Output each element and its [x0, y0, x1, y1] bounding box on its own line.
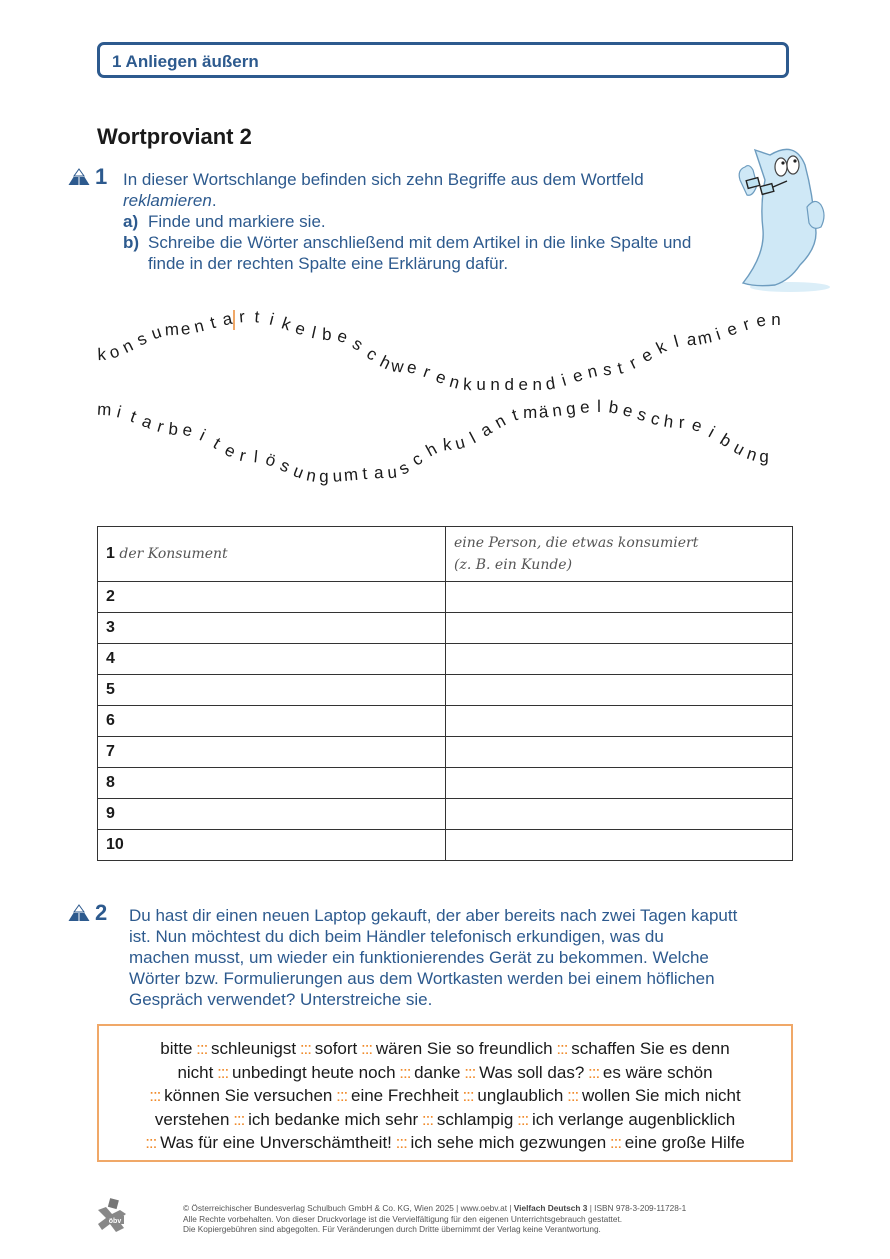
svg-text:b: b — [167, 419, 180, 440]
row-number: 3 — [106, 619, 115, 636]
obv-logo-icon — [96, 1198, 130, 1234]
svg-text:s: s — [395, 457, 413, 479]
word-box-item[interactable]: ich verlange augenblicklich — [532, 1109, 736, 1129]
word-answer: der Konsument — [119, 546, 228, 562]
separator: ::: — [460, 1062, 480, 1082]
svg-text:r: r — [155, 416, 166, 437]
svg-text:e: e — [433, 366, 449, 389]
word-box — [97, 1024, 793, 1162]
word-box-item[interactable]: bitte — [160, 1039, 193, 1058]
svg-text:d: d — [504, 375, 514, 394]
svg-text:m: m — [96, 399, 112, 420]
separator: ::: — [357, 1039, 376, 1058]
word-box-item[interactable]: eine große Hilfe — [624, 1133, 745, 1152]
word-box-item[interactable]: Was für eine Unverschämtheit! — [160, 1133, 392, 1152]
word-box-item[interactable]: Was soll das? — [479, 1062, 585, 1082]
word-snake — [0, 0, 890, 520]
svg-text:ä: ä — [538, 402, 550, 422]
svg-text:r: r — [238, 307, 246, 327]
word-box-item[interactable]: wollen Sie mich nicht — [582, 1086, 741, 1105]
explanation-cell[interactable] — [446, 768, 793, 799]
separator: ::: — [149, 1086, 165, 1105]
row-number: 7 — [106, 743, 115, 760]
svg-text:o: o — [106, 341, 122, 363]
svg-text:u: u — [476, 375, 486, 394]
word-box-line — [99, 1084, 791, 1108]
svg-text:t: t — [253, 307, 261, 327]
separator: ::: — [418, 1109, 437, 1129]
svg-text:e: e — [518, 375, 528, 394]
svg-text:h: h — [376, 351, 394, 374]
svg-text:t: t — [127, 406, 139, 427]
word-box-item[interactable]: schlampig — [436, 1109, 514, 1129]
svg-text:m: m — [523, 402, 538, 423]
svg-text:e: e — [405, 357, 419, 378]
separator: ::: — [513, 1109, 532, 1129]
svg-text:n: n — [491, 410, 509, 433]
separator: ::: — [332, 1086, 351, 1105]
svg-text:u: u — [332, 466, 343, 486]
separator: ::: — [606, 1133, 625, 1152]
svg-text:e: e — [181, 419, 194, 441]
explanation-cell[interactable] — [446, 527, 793, 582]
svg-text:l: l — [252, 447, 259, 467]
svg-text:s: s — [602, 359, 612, 380]
svg-text:n: n — [585, 361, 599, 382]
svg-text:r: r — [420, 362, 433, 382]
answer-table — [97, 526, 793, 861]
table-row — [98, 737, 793, 768]
isbn-text: | ISBN 978-3-209-11728-1 — [587, 1203, 687, 1213]
row-number: 6 — [106, 712, 115, 729]
svg-text:b: b — [607, 397, 620, 418]
row-number: 1 — [106, 545, 115, 562]
svg-text:m: m — [695, 327, 714, 349]
svg-text:k: k — [462, 374, 473, 395]
svg-text:e: e — [689, 414, 705, 436]
svg-text:c: c — [363, 344, 381, 365]
svg-text:r: r — [237, 445, 248, 466]
explanation-cell[interactable] — [446, 830, 793, 861]
svg-text:a: a — [686, 329, 697, 350]
svg-text:n: n — [744, 443, 760, 465]
table-row — [98, 644, 793, 675]
svg-text:k: k — [653, 337, 670, 358]
word-box-item[interactable]: nicht — [177, 1062, 214, 1082]
table-row — [98, 527, 793, 582]
svg-text:d: d — [544, 373, 557, 394]
separator: ::: — [192, 1039, 212, 1058]
explanation-cell[interactable] — [446, 613, 793, 644]
separator: ::: — [563, 1086, 582, 1105]
word-cell[interactable] — [98, 582, 446, 613]
task1-intro: In dieser Wortschlange befinden sich zehn Begriffe aus dem Wortfeld — [123, 170, 644, 189]
word-box-item[interactable]: wären Sie so freundlich — [375, 1039, 553, 1058]
explanation-cell[interactable] — [446, 737, 793, 768]
svg-text:i: i — [267, 309, 277, 330]
footer-copyright — [183, 1203, 686, 1235]
copyright-text: © Österreichischer Bundesverlag Schulbuch GmbH & Co. KG, Wien 2025 | www.oebv.at | — [183, 1203, 514, 1213]
svg-text:i: i — [713, 324, 723, 344]
book-title: Vielfach Deutsch 3 — [513, 1203, 588, 1213]
chapter-label: 1 Anliegen äußern — [112, 52, 259, 71]
table-row — [98, 768, 793, 799]
svg-text:h: h — [662, 411, 675, 432]
word-cell[interactable] — [98, 706, 446, 737]
svg-text:e: e — [221, 440, 239, 462]
separator: ::: — [458, 1086, 478, 1105]
explanation-cell[interactable] — [446, 644, 793, 675]
svg-text:g: g — [564, 398, 577, 419]
svg-text:e: e — [579, 397, 591, 418]
table-row — [98, 799, 793, 830]
task2-line: Gespräch verwendet? Unterstreiche sie. — [129, 990, 433, 1009]
svg-text:t: t — [209, 433, 224, 453]
word-cell[interactable] — [98, 768, 446, 799]
svg-text:s: s — [349, 333, 367, 355]
svg-text:a: a — [139, 411, 156, 433]
rights-text: Alle Rechte vorbehalten. Von dieser Druckvorlage ist die Vervielfältigung für den eigenen Unterrichtsgebrauch gestattet. — [183, 1213, 623, 1224]
svg-text:u: u — [290, 461, 307, 483]
svg-text:u: u — [386, 462, 398, 483]
svg-text:a: a — [373, 463, 384, 483]
svg-text:b: b — [716, 429, 735, 452]
svg-text:e: e — [754, 310, 768, 331]
word-box-line — [99, 1037, 791, 1061]
explanation-line: eine Person, die etwas konsumiert — [454, 535, 699, 551]
svg-text:m: m — [343, 464, 359, 485]
word-cell[interactable] — [98, 613, 446, 644]
svg-text:t: t — [361, 463, 368, 484]
word-box-item[interactable]: es wäre schön — [602, 1062, 713, 1082]
row-number: 5 — [106, 681, 115, 698]
row-number: 2 — [106, 588, 115, 605]
svg-text:t: t — [208, 312, 218, 333]
subtask-a-label: a) — [123, 212, 139, 231]
svg-text:w: w — [390, 356, 405, 377]
svg-text:l: l — [597, 396, 601, 417]
svg-text:l: l — [309, 322, 318, 343]
word-cell[interactable] — [98, 527, 446, 582]
word-box-item[interactable]: ich sehe mich gezwungen — [410, 1133, 607, 1152]
word-cell[interactable] — [98, 644, 446, 675]
svg-text:t: t — [615, 358, 625, 378]
svg-text:a: a — [477, 419, 496, 441]
explanation-cell[interactable] — [446, 675, 793, 706]
word-box-item[interactable]: sofort — [314, 1039, 358, 1058]
explanation-line: (z. B. ein Kunde) — [454, 557, 573, 573]
svg-text:g: g — [319, 466, 329, 487]
row-number: 9 — [106, 805, 115, 822]
explanation-cell[interactable] — [446, 582, 793, 613]
table-row — [98, 830, 793, 861]
svg-text:h: h — [422, 439, 441, 461]
subtask-b-text: Schreibe die Wörter anschließend mit dem Artikel in die linke Spalte und — [148, 233, 692, 252]
subtask-b-text-2: finde in der rechten Spalte eine Erklärung dafür. — [148, 254, 509, 273]
word-box-line — [99, 1108, 791, 1132]
svg-text:öbv: öbv — [108, 1218, 122, 1225]
svg-text:r: r — [678, 412, 685, 433]
word-cell[interactable] — [98, 737, 446, 768]
svg-text:l: l — [671, 331, 681, 352]
svg-text:n: n — [532, 375, 543, 394]
table-row — [98, 706, 793, 737]
svg-text:i: i — [559, 370, 569, 391]
word-box-item[interactable]: eine Frechheit — [351, 1086, 459, 1105]
svg-text:l: l — [466, 428, 479, 448]
separator: ::: — [145, 1133, 161, 1152]
task1-keyword: reklamieren — [123, 191, 212, 210]
separator: ::: — [395, 1062, 415, 1082]
task2-line: ist. Nun möchtest du dich beim Händler telefonisch erkundigen, was du — [129, 927, 664, 946]
separator: ::: — [584, 1062, 603, 1082]
svg-text:e: e — [724, 318, 740, 340]
svg-text:s: s — [634, 404, 649, 426]
word-box-item[interactable]: ich bedanke mich sehr — [248, 1109, 419, 1129]
word-box-item[interactable]: schaffen Sie es denn — [571, 1039, 730, 1058]
row-number: 8 — [106, 774, 115, 791]
svg-text:r: r — [740, 314, 752, 335]
svg-text:a: a — [220, 308, 234, 330]
task2-line: machen musst, um wieder ein funktionierendes Gerät zu bekommen. Welche — [129, 948, 709, 967]
separator: ::: — [552, 1039, 572, 1058]
svg-text:c: c — [407, 449, 427, 470]
svg-text:e: e — [334, 326, 350, 348]
difficulty-pyramid-icon — [68, 904, 90, 922]
explanation-cell[interactable] — [446, 799, 793, 830]
row-number: 10 — [106, 836, 124, 853]
svg-text:n: n — [551, 400, 563, 421]
page-title: Wortproviant 2 — [97, 124, 252, 149]
svg-text:ö: ö — [263, 449, 279, 471]
subtask-a-text: Finde und markiere sie. — [148, 212, 326, 231]
svg-text:u: u — [148, 322, 164, 344]
svg-text:k: k — [97, 344, 107, 365]
task2-line: Du hast dir einen neuen Laptop gekauft, der aber bereits nach zwei Tagen kaputt — [129, 906, 738, 925]
table-row — [98, 675, 793, 706]
svg-text:b: b — [321, 324, 333, 345]
word-box-item[interactable]: verstehen — [154, 1109, 230, 1129]
table-row — [98, 582, 793, 613]
svg-text:e: e — [292, 318, 308, 340]
word-box-item[interactable]: schleunigst — [211, 1039, 297, 1058]
svg-text:n: n — [304, 465, 318, 486]
svg-text:u: u — [730, 437, 748, 460]
svg-text:g: g — [759, 446, 770, 467]
explanation-cell[interactable] — [446, 706, 793, 737]
word-box-item[interactable]: können Sie versuchen — [164, 1086, 333, 1105]
subtask-b-label: b) — [123, 233, 140, 252]
svg-text:r: r — [626, 353, 640, 373]
svg-text:n: n — [771, 310, 781, 329]
task-number: 2 — [95, 900, 108, 925]
table-row — [98, 613, 793, 644]
word-box-item[interactable]: unbedingt heute noch — [231, 1062, 396, 1082]
svg-text:i: i — [705, 422, 718, 442]
svg-text:e: e — [620, 400, 636, 422]
word-box-item[interactable]: unglaublich — [477, 1086, 564, 1105]
svg-text:m: m — [164, 319, 180, 340]
word-snake-line-1 — [97, 307, 781, 394]
svg-text:i: i — [196, 425, 209, 445]
svg-text:c: c — [648, 408, 662, 430]
svg-text:s: s — [277, 455, 293, 477]
separator: ::: — [391, 1133, 411, 1152]
svg-text:n: n — [192, 315, 206, 337]
word-cell[interactable] — [98, 675, 446, 706]
task2-line: Wörter bzw. Formulierungen aus dem Wortkasten werden bei einem höflichen — [129, 969, 715, 988]
svg-text:n: n — [119, 335, 137, 358]
svg-text:s: s — [133, 328, 150, 350]
svg-text:u: u — [452, 432, 468, 454]
svg-text:k: k — [279, 313, 294, 335]
word-cell[interactable] — [98, 830, 446, 861]
svg-text:e: e — [179, 318, 192, 339]
svg-text:n: n — [490, 375, 500, 394]
word-snake-line-2 — [97, 397, 769, 486]
separator: ::: — [213, 1062, 232, 1082]
svg-text:k: k — [442, 434, 453, 455]
svg-text:n: n — [447, 371, 462, 393]
word-box-item[interactable]: danke — [414, 1062, 461, 1082]
task2-instructions — [129, 905, 799, 1010]
word-box-line — [99, 1061, 791, 1085]
svg-text:e: e — [570, 365, 586, 387]
row-number: 4 — [106, 650, 115, 667]
task-number: 1 — [95, 164, 108, 189]
svg-text:i: i — [114, 402, 124, 422]
fees-text: Die Kopiergebühren sind abgegolten. Für Veränderungen durch Dritte übernimmt der Verlag keine Verantwortung. — [183, 1224, 601, 1234]
separator: ::: — [296, 1039, 315, 1058]
svg-text:e: e — [637, 344, 656, 367]
punctuation: . — [211, 191, 217, 210]
svg-text:t: t — [509, 405, 520, 425]
separator: ::: — [229, 1109, 249, 1129]
word-cell[interactable] — [98, 799, 446, 830]
word-box-line — [99, 1131, 791, 1155]
